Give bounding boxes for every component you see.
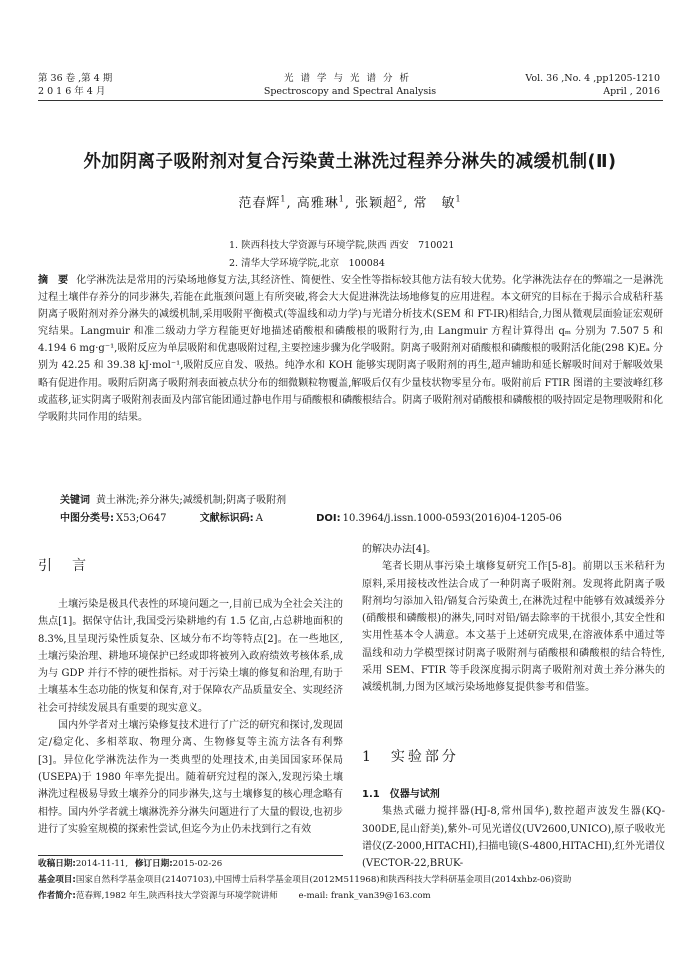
keywords-block — [60, 492, 663, 528]
clc-label: 中图分类号: — [60, 513, 114, 524]
footnote-author — [38, 890, 668, 903]
journal-name-en: Spectroscopy and Spectral Analysis — [263, 86, 437, 97]
subsection-heading: 1.1 仪器与试剂 — [362, 789, 440, 800]
doc-code-value: A — [255, 513, 263, 524]
abstract — [38, 272, 663, 426]
fund-label: 基金项目: — [38, 875, 76, 885]
author-affil-mark: 1 — [338, 194, 345, 204]
author-affil-mark: 2 — [397, 194, 404, 204]
publication-date: 2 0 1 6 年 4 月 — [38, 86, 106, 97]
volume-pages: Vol. 36 ,No. 4 ,pp1205-1210 — [525, 73, 660, 84]
keywords-label: 关键词 — [60, 495, 90, 506]
journal-citation — [525, 72, 660, 98]
author-bio-label: 作者简介: — [38, 891, 76, 901]
keywords-text: 黄土淋洗;养分淋失;减缓机制;阴离子吸附剂 — [96, 495, 287, 506]
abstract-text: 化学淋洗法是常用的污染场地修复方法,其经济性、简便性、安全性等指标较其他方法有较大优势。化学淋洗法存在的弊端之一是淋洗过程土壤伴存养分的同步淋失,若能在此瓶颈问题上有所突破,将会大大促进淋洗法场地修复的应用进程。本文研究的目标在于揭示合成秸秆基阴离子吸附剂对养分淋失的减缓机制,采用吸附平衡模式(等温线和动力学)与光谱分析技术(SEM 和 FT-IR)相结合,力图从微观层面验证宏观研究结果。Langmuir 和准二级动力学方程能更好地描述硝酸根和磷酸根的吸附行为,由 Langmuir 方程计算得出 qₘ 分别为 7.507 5 和 4.194 6 mg·g⁻¹,吸附反应为单层吸附和优惠吸附过程,主要控速步骤为化学吸附。阴离子吸附剂对硝酸根和磷酸根的吸附活化能(298 K)Eₐ 分别为 42.25 和 39.38 kJ·mol⁻¹,吸附反应自发、吸热。纯净水和 KOH 能够实现阴离子吸附剂的再生,超声辅助和延长解吸时间对于解吸效果略有促进作用。吸附后阴离子吸附剂表面被点状分布的细微颗粒物覆盖,解吸后仅有少量枝状物零星分布。吸附前后 FTIR 图谱的主要波峰红移或蓝移,证实阴离子吸附剂表面及内部官能团通过静电作用与硝酸根和磷酸根结合。阴离子吸附剂对硝酸根和磷酸根的吸持固定是物理吸附和化学吸附共同作用的结果。 — [38, 275, 663, 423]
revised-date: 2015-02-26 — [172, 859, 223, 869]
author-affil-mark: 1 — [455, 194, 462, 204]
intro-left-column — [38, 596, 343, 838]
classification-line — [60, 510, 663, 528]
section-heading: 1 实验部分 — [362, 749, 459, 765]
intro-heading-block — [38, 558, 343, 575]
issue-month: April , 2016 — [603, 86, 660, 97]
fund-text: 国家自然科学基金项目(21407103),中国博士后科学基金项目(2012M511968)和陕西科技大学科研基金项目(2014xhbz-06)资助 — [75, 875, 572, 885]
received-label: 收稿日期: — [38, 859, 76, 869]
footnote-divider — [38, 855, 343, 856]
footnote-dates — [38, 858, 668, 871]
intro-heading: 引 言 — [38, 558, 89, 574]
intro-paragraph: 国内外学者对土壤污染修复技术进行了广泛的研究和探讨,发现固定/稳定化、多相萃取、物理分离、生物修复等主流方法各有利弊[3]。异位化学淋洗法作为一类典型的处理技术,由美国国家环保局(USEPA)于 1980 年率先提出。随着研究过程的深入,发现污染土壤淋洗过程极易导致土壤养分的同步淋失,这与土壤修复的核心理念略有相悖。国内外学者就土壤淋洗养分淋失问题进行了大量的假设,也初步进行了实验室规模的探索性尝试,但迄今为止仍未找到行之有效 — [38, 720, 343, 835]
received-date: 2014-11-11, — [75, 859, 129, 869]
clc-value: X53;O647 — [116, 513, 167, 524]
author-list: 范春辉$^1$, 高雅琳$^1$, 张颖超$^2$, 常 敏$^1$ — [238, 194, 462, 211]
author-affil-mark: 1 — [280, 194, 287, 204]
intro-paragraph-continued: 的解决办法[4]。 — [362, 544, 437, 555]
header-divider — [38, 100, 663, 101]
journal-name-cn: 光谱学与光谱分析 — [283, 73, 416, 84]
paper-title: 外加阴离子吸附剂对复合污染黄土淋洗过程养分淋失的减缓机制(Ⅱ) — [83, 152, 617, 172]
affiliation-list — [229, 237, 454, 273]
author-bio-text: 范春辉,1982 年生,陕西科技大学资源与环境学院讲师 — [75, 891, 278, 901]
doc-code-label: 文献标识码: — [199, 513, 254, 524]
author-name: 常 敏 — [413, 196, 456, 211]
intro-paragraph: 土壤污染是极具代表性的环境问题之一,目前已成为全社会关注的焦点[1]。据保守估计,我国受污染耕地约有 1.5 亿亩,占总耕地面积的 8.3%,且呈现污染性质复杂、区域分布不均等特点[2]。在一些地区,土壤污染治理、耕地环境保护已经或即将被列入政府绩效考核体系,成为与 GDP 并行不悖的硬性指标。对于污染土壤的修复和治理,有助于土壤基本生态功能的恢复和保育,对于保障农产品质量安全、实现经济社会可持续发展具有重要的现实意义。 — [38, 599, 343, 714]
body-paragraph: 集热式磁力搅拌器(HJ-8,常州国华),数控超声波发生器(KQ-300DE,昆山舒美),紫外-可见光谱仪(UV2600,UNICO),原子吸收光谱仪(Z-2000,HITACHI),扫描电镜(S-4800,HITACHI),红外光谱仪(VECTOR-22,BRUK- — [362, 806, 665, 870]
footnote-funding — [38, 874, 668, 887]
author-name: 高雅琳 — [296, 196, 339, 211]
keywords-line — [60, 492, 663, 510]
doi-label: DOI: — [316, 513, 341, 524]
affiliation-item: 2. 清华大学环境学院,北京 100084 — [229, 258, 385, 269]
section-1 — [362, 749, 665, 766]
author-name: 张颖超 — [355, 196, 398, 211]
revised-label: 修订日期: — [134, 859, 173, 869]
intro-right-column — [362, 541, 665, 697]
author-email: e-mail: frank_van39@163.com — [298, 891, 431, 901]
affiliation-item: 1. 陕西科技大学资源与环境学院,陕西 西安 710021 — [229, 240, 455, 251]
intro-paragraph: 笔者长期从事污染土壤修复研究工作[5-8]。前期以玉米秸秆为原料,采用接枝改性法合成了一种阴离子吸附剂。发现将此阴离子吸附剂均匀添加入铅/镉复合污染黄土,在淋洗过程中能够有效减缓养分(硝酸根和磷酸根)的淋失,同时对铅/镉去除率的干扰很小,其安全性和实用性基本令人满意。本文基于上述研究成果,在溶液体系中通过等温线和动力学模型探讨阴离子吸附剂与硝酸根和磷酸根的结合特性,采用 SEM、FTIR 等手段深度揭示阴离子吸附剂对黄土养分淋失的减缓机制,力图为区域污染场地修复提供参考和借鉴。 — [362, 561, 665, 694]
doi-value: 10.3964/j.issn.1000-0593(2016)04-1205-06 — [342, 513, 562, 524]
abstract-label: 摘 要 — [38, 275, 69, 286]
volume-issue: 第 36 卷 ,第 4 期 — [38, 73, 113, 84]
author-name: 范春辉 — [238, 196, 281, 211]
